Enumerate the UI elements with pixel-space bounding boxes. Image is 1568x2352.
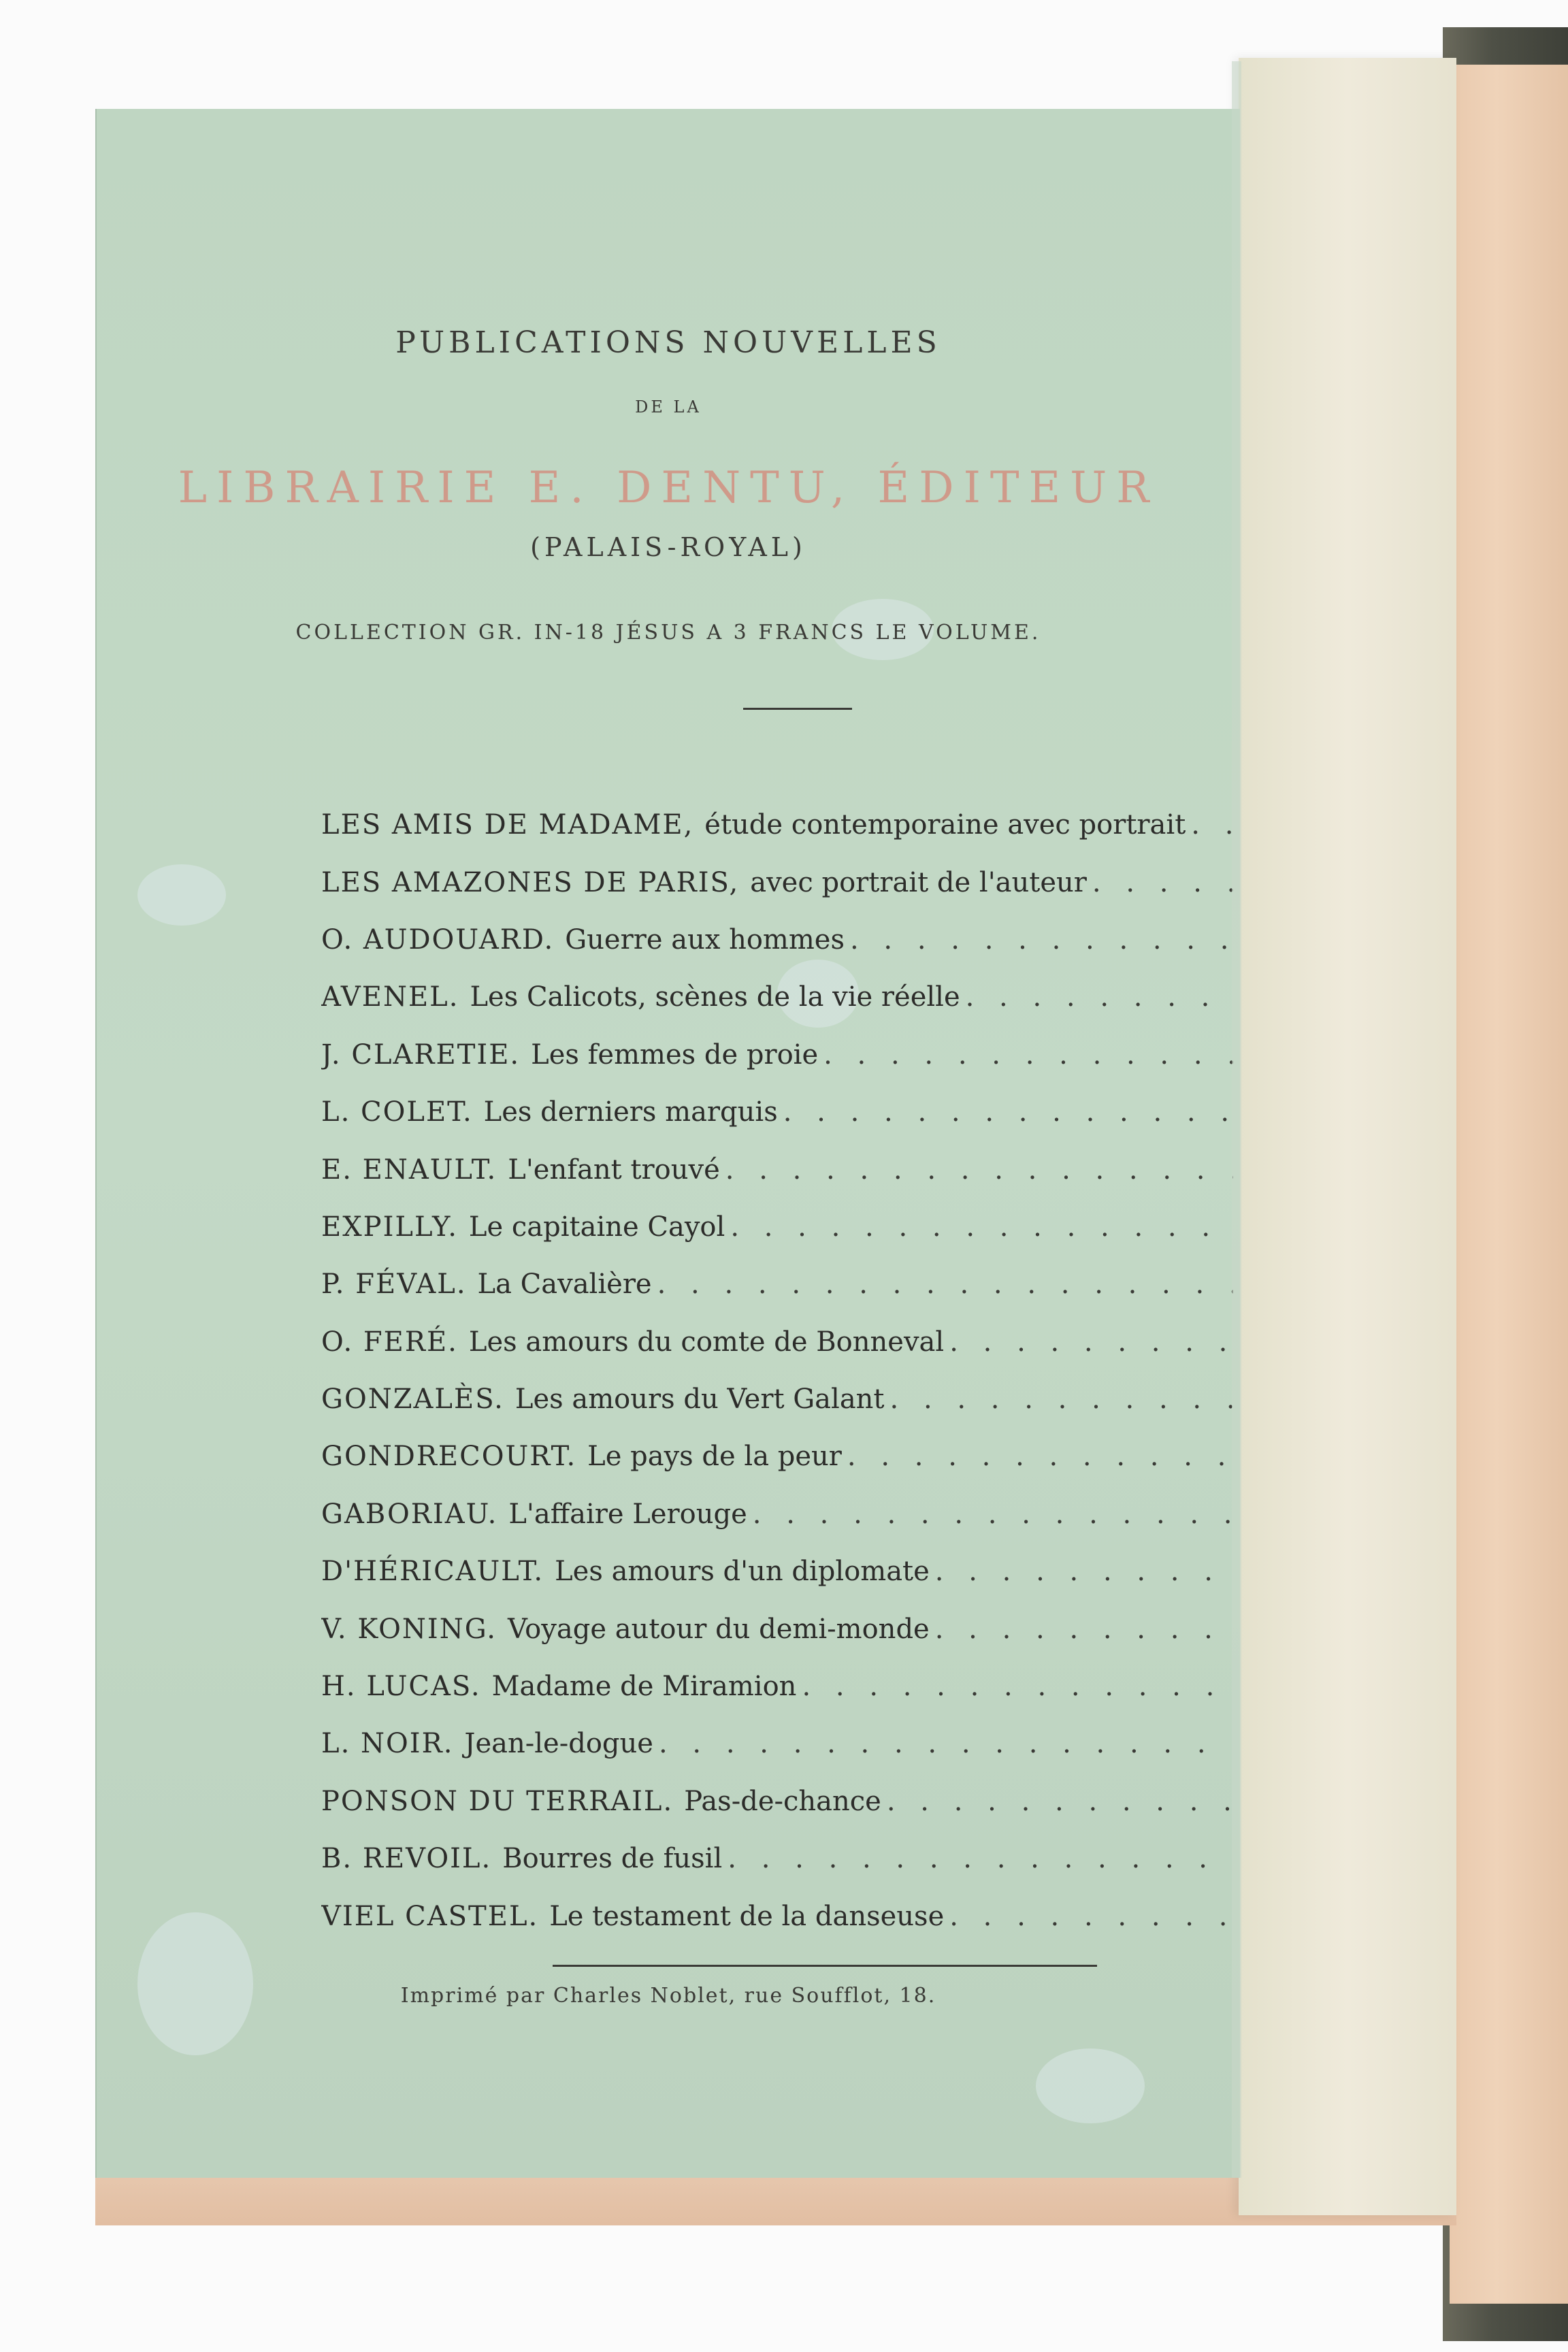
leader-dots xyxy=(935,1556,1233,1587)
entry-title: Les amours d'un diplomate xyxy=(555,1556,930,1588)
entry-author: O. AUDOUARD. xyxy=(321,924,555,956)
entry-title: Jean-le-dogue xyxy=(464,1728,653,1760)
list-item xyxy=(321,968,1233,1026)
entry-title: Les Calicots, scènes de la vie réelle xyxy=(470,981,960,1013)
printer-imprint: Imprimé par Charles Noblet, rue Soufflot, 18. xyxy=(400,1984,936,2008)
entry-title: Madame de Miramion xyxy=(491,1671,797,1703)
entry-author: EXPILLY. xyxy=(321,1211,458,1243)
leader-dots xyxy=(887,1786,1233,1817)
list-item xyxy=(321,853,1233,911)
entry-title: Le pays de la peur xyxy=(587,1441,842,1473)
entry-title: avec portrait de l'auteur xyxy=(750,866,1087,898)
entry-author: L. NOIR. xyxy=(321,1728,454,1760)
leader-dots xyxy=(728,1843,1233,1874)
entry-author: GONDRECOURT. xyxy=(321,1441,577,1473)
entry-title: Pas-de-chance xyxy=(684,1785,881,1817)
entry-title: étude contemporaine avec portrait xyxy=(704,809,1186,841)
entry-title: Le testament de la danseuse xyxy=(549,1900,945,1932)
leader-dots xyxy=(725,1154,1233,1186)
entry-author: J. CLARETIE. xyxy=(321,1039,521,1071)
list-item xyxy=(321,1083,1233,1141)
entry-author: E. ENAULT. xyxy=(321,1154,497,1186)
list-item xyxy=(321,1313,1233,1371)
list-item xyxy=(321,1198,1233,1256)
divider-rule xyxy=(553,1965,1097,1967)
page-title: PUBLICATIONS NOUVELLES xyxy=(395,325,941,360)
entry-author: LES AMIS DE MADAME, xyxy=(321,809,694,841)
entry-title: Bourres de fusil xyxy=(502,1843,723,1875)
list-item xyxy=(321,1371,1233,1428)
leader-dots xyxy=(966,981,1233,1013)
entry-author: GONZALÈS. xyxy=(321,1384,504,1416)
entry-author: O. FERÉ. xyxy=(321,1326,458,1358)
entry-author: VIEL CASTEL. xyxy=(321,1900,539,1932)
leader-dots xyxy=(850,924,1233,956)
entry-title: Les derniers marquis xyxy=(483,1096,778,1128)
list-item xyxy=(321,1830,1233,1887)
list-item xyxy=(321,1773,1233,1830)
entry-title: Guerre aux hommes xyxy=(565,924,845,956)
list-item xyxy=(321,1715,1233,1772)
entry-title: Les amours du Vert Galant xyxy=(514,1384,885,1416)
leader-dots xyxy=(753,1499,1233,1530)
entry-author: B. REVOIL. xyxy=(321,1843,492,1875)
entry-title: L'affaire Lerouge xyxy=(508,1498,747,1530)
entry-title: Les femmes de proie xyxy=(531,1039,819,1071)
leader-dots xyxy=(1092,867,1233,898)
entry-author: GABORIAU. xyxy=(321,1498,498,1530)
collection-line: COLLECTION GR. IN-18 JÉSUS A 3 FRANCS LE VOLUME. xyxy=(295,621,1041,644)
foxing-stain xyxy=(1036,2048,1145,2123)
publisher-name: LIBRAIRIE E. DENTU, ÉDITEUR xyxy=(178,463,1159,513)
list-item xyxy=(321,1658,1233,1715)
leader-dots xyxy=(935,1614,1233,1645)
list-item xyxy=(321,1256,1233,1313)
entry-author: D'HÉRICAULT. xyxy=(321,1556,544,1588)
cream-flyleaf xyxy=(1239,58,1456,2215)
leader-dots xyxy=(730,1211,1233,1243)
leader-dots xyxy=(949,1326,1233,1358)
entry-author: L. COLET. xyxy=(321,1096,473,1128)
leader-dots xyxy=(823,1039,1233,1071)
leader-dots xyxy=(847,1441,1233,1472)
leader-dots xyxy=(890,1384,1233,1415)
book-page-edge xyxy=(1450,65,1568,2304)
entry-author: V. KONING. xyxy=(321,1613,497,1645)
foxing-stain xyxy=(137,864,226,926)
list-item xyxy=(321,1887,1233,1944)
entry-author: PONSON DU TERRAIL. xyxy=(321,1785,674,1817)
list-item xyxy=(321,796,1233,853)
entry-title: Les amours du comte de Bonneval xyxy=(468,1326,945,1358)
entry-author: H. LUCAS. xyxy=(321,1671,481,1703)
leader-dots xyxy=(949,1901,1233,1932)
leader-dots xyxy=(657,1269,1233,1300)
green-wrapper-page xyxy=(95,109,1240,2178)
entry-title: Le capitaine Cayol xyxy=(468,1211,725,1243)
entry-author: P. FÉVAL. xyxy=(321,1269,467,1301)
entry-author: AVENEL. xyxy=(321,981,459,1013)
publication-list xyxy=(321,796,1233,1945)
entry-author: LES AMAZONES DE PARIS, xyxy=(321,866,740,898)
entry-title: La Cavalière xyxy=(477,1269,652,1301)
list-item xyxy=(321,1600,1233,1657)
list-item xyxy=(321,1141,1233,1198)
list-item xyxy=(321,911,1233,968)
leader-dots xyxy=(1191,809,1233,840)
subtitle-de-la: DE LA xyxy=(635,397,702,416)
divider-rule xyxy=(743,708,852,710)
list-item xyxy=(321,1428,1233,1485)
leader-dots xyxy=(802,1671,1233,1702)
leader-dots xyxy=(659,1728,1233,1759)
list-item xyxy=(321,1026,1233,1083)
entry-title: L'enfant trouvé xyxy=(508,1154,720,1186)
entry-title: Voyage autour du demi-monde xyxy=(507,1613,930,1645)
list-item xyxy=(321,1486,1233,1543)
leader-dots xyxy=(783,1096,1233,1128)
list-item xyxy=(321,1543,1233,1600)
publisher-location: (PALAIS-ROYAL) xyxy=(530,532,806,562)
